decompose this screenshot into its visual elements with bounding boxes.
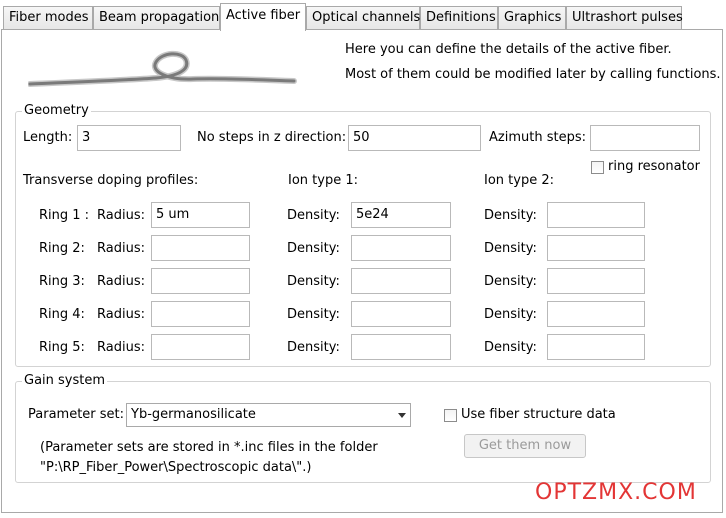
geometry-title: Geometry xyxy=(24,103,89,118)
ring-1-density-1-input[interactable]: 5e24 xyxy=(351,202,451,228)
ring-3-density-2-input[interactable] xyxy=(547,268,645,294)
density-label: Density: xyxy=(484,208,537,223)
radius-label: Radius: xyxy=(97,241,145,256)
tab-label: Graphics xyxy=(504,10,562,25)
tab-optical-channels[interactable] xyxy=(306,6,420,30)
tab-graphics[interactable] xyxy=(498,6,566,30)
ion-type-1-label: Ion type 1: xyxy=(288,173,358,188)
intro-line-1: Here you can define the details of the active fiber. xyxy=(345,42,672,57)
tab-label: Definitions xyxy=(426,10,496,25)
tab-beam-propagation[interactable] xyxy=(93,6,220,30)
use-structure-checkbox[interactable] xyxy=(444,409,457,422)
parameter-set-value: Yb-germanosilicate xyxy=(131,407,256,422)
steps-label: No steps in z direction: xyxy=(197,130,347,145)
tab-label: Beam propagation xyxy=(99,10,220,25)
ring-label: Ring 3: xyxy=(39,274,85,289)
steps-input[interactable]: 50 xyxy=(348,125,481,151)
tab-strip xyxy=(0,0,726,30)
radius-label: Radius: xyxy=(97,208,145,223)
density-label: Density: xyxy=(287,340,340,355)
parameter-set-label: Parameter set: xyxy=(28,407,125,422)
density-label: Density: xyxy=(484,340,537,355)
length-label: Length: xyxy=(23,130,73,145)
ring-5-density-2-input[interactable] xyxy=(547,334,645,360)
ring-label: Ring 5: xyxy=(39,340,85,355)
watermark-text: OPTZMX.COM xyxy=(535,480,697,505)
ring-3-radius-input[interactable] xyxy=(151,268,250,294)
ring-4-density-2-input[interactable] xyxy=(547,301,645,327)
intro-line-2: Most of them could be modified later by calling functions. xyxy=(345,67,721,82)
density-label: Density: xyxy=(287,241,340,256)
note-line-1: (Parameter sets are stored in *.inc files in the folder xyxy=(40,440,378,455)
density-label: Density: xyxy=(287,274,340,289)
ring-2-density-1-input[interactable] xyxy=(351,235,451,261)
get-them-now-button[interactable]: Get them now xyxy=(464,434,586,458)
ring-5-radius-input[interactable] xyxy=(151,334,250,360)
doping-profiles-label: Transverse doping profiles: xyxy=(23,173,199,188)
ring-label: Ring 2: xyxy=(39,241,85,256)
fiber-loop-icon xyxy=(28,44,298,92)
chevron-down-icon xyxy=(398,413,406,418)
azimuth-label: Azimuth steps: xyxy=(489,130,586,145)
tab-label: Active fiber xyxy=(226,8,301,23)
tab-fiber-modes[interactable] xyxy=(3,6,93,30)
parameter-set-select[interactable] xyxy=(126,403,411,427)
ring-3-density-1-input[interactable] xyxy=(351,268,451,294)
tab-label: Ultrashort pulses xyxy=(572,10,683,25)
ion-type-2-label: Ion type 2: xyxy=(484,173,554,188)
note-line-2: "P:\RP_Fiber_Power\Spectroscopic data\".) xyxy=(40,460,312,475)
ring-label: Ring 1 : xyxy=(39,208,90,223)
tab-ultrashort-pulses[interactable] xyxy=(566,6,682,30)
tab-label: Optical channels xyxy=(312,10,421,25)
ring-2-radius-input[interactable] xyxy=(151,235,250,261)
tab-active-fiber[interactable] xyxy=(220,3,306,31)
density-label: Density: xyxy=(484,241,537,256)
active-fiber-panel xyxy=(1,29,723,513)
length-input[interactable]: 3 xyxy=(77,125,181,151)
ring-4-density-1-input[interactable] xyxy=(351,301,451,327)
tab-label: Fiber modes xyxy=(9,10,89,25)
gain-system-title: Gain system xyxy=(24,373,106,388)
azimuth-input[interactable] xyxy=(590,125,700,151)
density-label: Density: xyxy=(484,274,537,289)
ring-1-density-2-input[interactable] xyxy=(547,202,645,228)
ring-label: Ring 4: xyxy=(39,307,85,322)
density-label: Density: xyxy=(484,307,537,322)
radius-label: Radius: xyxy=(97,274,145,289)
ring-resonator-label: ring resonator xyxy=(608,159,700,174)
ring-resonator-checkbox[interactable] xyxy=(591,161,604,174)
ring-2-density-2-input[interactable] xyxy=(547,235,645,261)
ring-1-radius-input[interactable]: 5 um xyxy=(151,202,250,228)
tab-definitions[interactable] xyxy=(420,6,498,30)
radius-label: Radius: xyxy=(97,340,145,355)
density-label: Density: xyxy=(287,208,340,223)
ring-5-density-1-input[interactable] xyxy=(351,334,451,360)
ring-4-radius-input[interactable] xyxy=(151,301,250,327)
density-label: Density: xyxy=(287,307,340,322)
use-structure-label: Use fiber structure data xyxy=(461,407,616,422)
radius-label: Radius: xyxy=(97,307,145,322)
